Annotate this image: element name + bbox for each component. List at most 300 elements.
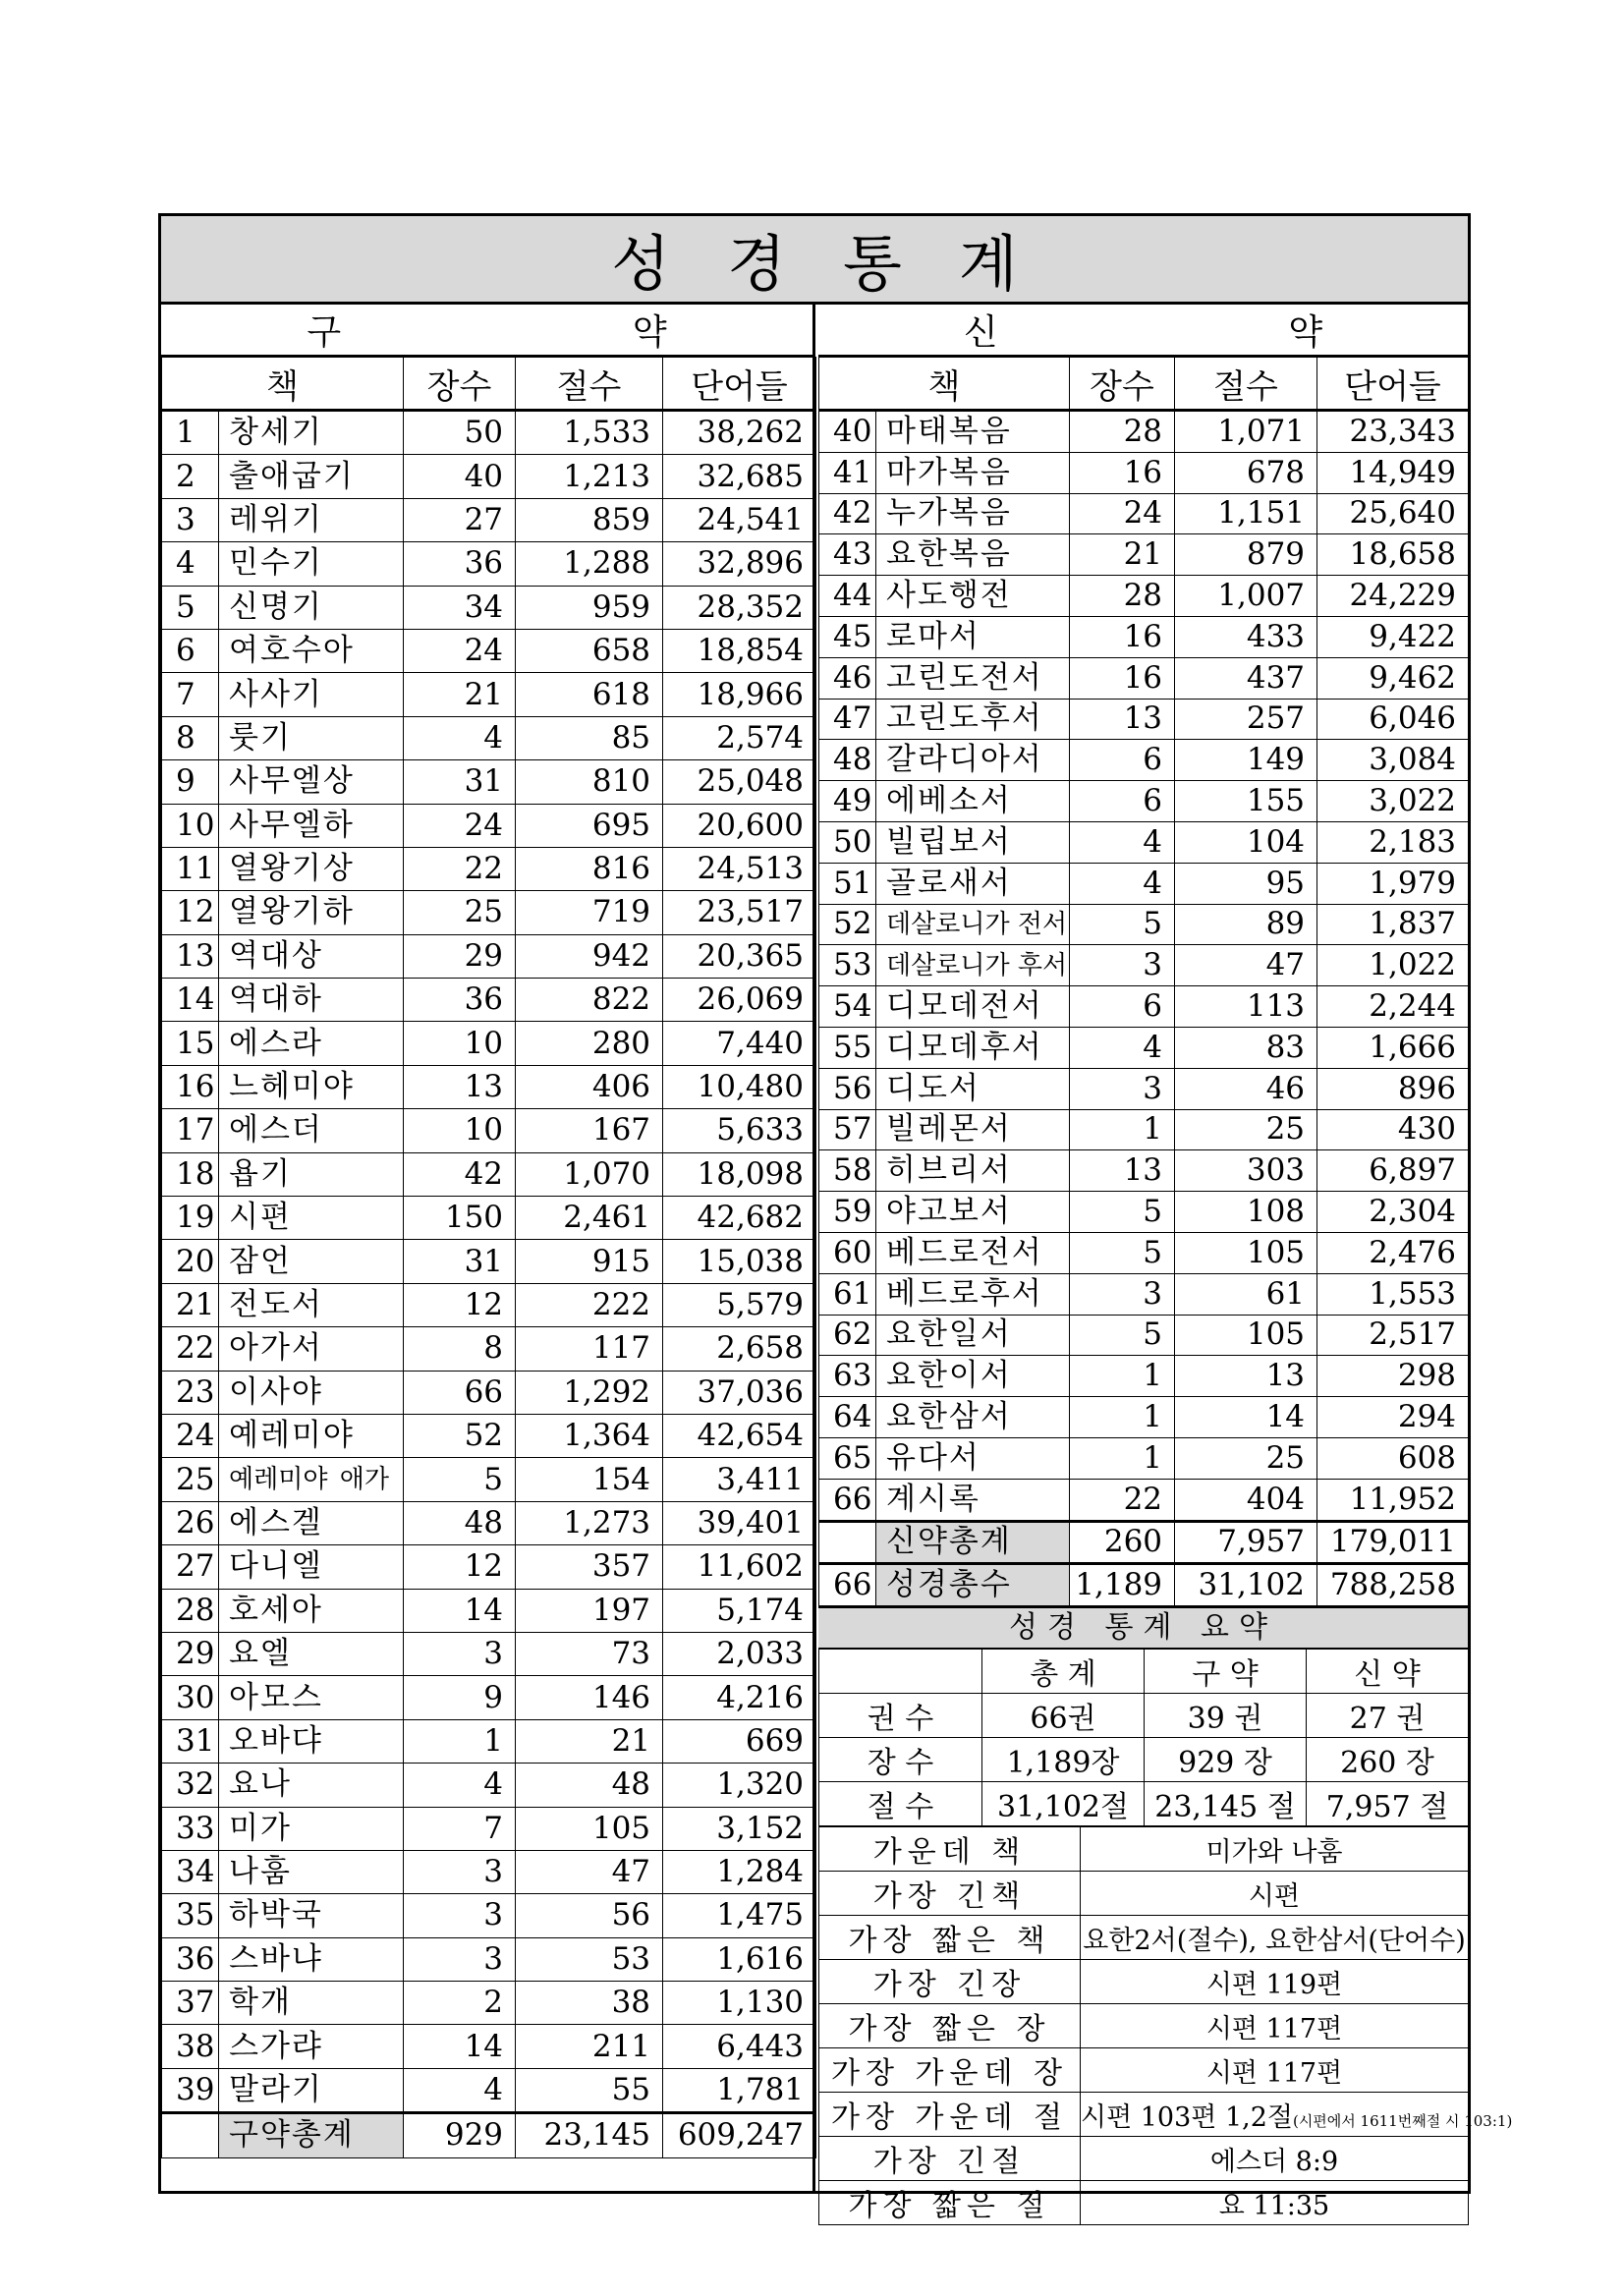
book-verses: 1,288 (516, 542, 663, 586)
summary-row (819, 1694, 1469, 1738)
book-number: 65 (819, 1437, 876, 1479)
book-number: 9 (162, 760, 219, 804)
book-words: 32,896 (663, 542, 816, 586)
total-chapters: 260 (1070, 1521, 1175, 1564)
book-verses: 146 (516, 1676, 663, 1719)
book-name: 데살로니가 전서 (876, 904, 1070, 945)
book-words: 2,517 (1317, 1315, 1469, 1356)
book-row (819, 904, 1469, 945)
book-verses: 83 (1175, 1027, 1317, 1068)
book-row (162, 804, 816, 847)
book-name: 학개 (219, 1982, 404, 2025)
book-chapters: 3 (1070, 1068, 1175, 1109)
book-number: 35 (162, 1894, 219, 1937)
col-header-chapters: 장수 (404, 358, 516, 411)
book-name: 에베소서 (876, 781, 1070, 822)
book-verses: 303 (1175, 1150, 1317, 1192)
book-words: 6,443 (663, 2025, 816, 2068)
book-words: 18,854 (663, 629, 816, 672)
total-verses: 7,957 (1175, 1521, 1317, 1564)
book-chapters: 31 (404, 1240, 516, 1283)
book-words: 2,183 (1317, 821, 1469, 863)
book-name: 호세아 (219, 1589, 404, 1632)
book-verses: 47 (1175, 945, 1317, 986)
book-name: 디도서 (876, 1068, 1070, 1109)
book-words: 1,979 (1317, 863, 1469, 904)
book-chapters: 1 (1070, 1356, 1175, 1397)
book-verses: 2,461 (516, 1197, 663, 1240)
book-words: 18,966 (663, 673, 816, 716)
book-number: 31 (162, 1719, 219, 1763)
book-number: 14 (162, 979, 219, 1022)
book-verses: 357 (516, 1545, 663, 1589)
book-words: 32,685 (663, 455, 816, 498)
book-number: 20 (162, 1240, 219, 1283)
book-row (162, 934, 816, 978)
book-chapters: 4 (404, 716, 516, 759)
book-verses: 55 (516, 2068, 663, 2112)
book-verses: 154 (516, 1458, 663, 1501)
book-verses: 1,007 (1175, 576, 1317, 617)
book-number: 32 (162, 1764, 219, 1807)
book-row (162, 1589, 816, 1632)
book-row (162, 455, 816, 498)
book-verses: 105 (1175, 1232, 1317, 1273)
book-verses: 942 (516, 934, 663, 978)
book-words: 2,476 (1317, 1232, 1469, 1273)
summary-new-value: 260 장 (1307, 1738, 1469, 1782)
book-words: 2,244 (1317, 986, 1469, 1028)
summary-total-value: 66권 (982, 1694, 1145, 1738)
book-verses: 816 (516, 847, 663, 890)
book-words: 28,352 (663, 586, 816, 629)
book-row (162, 1764, 816, 1807)
book-row (162, 1894, 816, 1937)
book-chapters: 24 (1070, 493, 1175, 534)
book-chapters: 4 (1070, 821, 1175, 863)
book-words: 26,069 (663, 979, 816, 1022)
book-row (819, 740, 1469, 781)
book-name: 시편 (219, 1197, 404, 1240)
book-words: 20,365 (663, 934, 816, 978)
book-verses: 658 (516, 629, 663, 672)
book-name: 나훔 (219, 1850, 404, 1893)
book-row (162, 1937, 816, 1981)
book-row (162, 1240, 816, 1283)
old-testament-section (161, 305, 815, 2191)
book-name: 레위기 (219, 498, 404, 541)
book-number: 15 (162, 1022, 219, 1065)
summary-old-value: 39 권 (1145, 1694, 1307, 1738)
book-number: 63 (819, 1356, 876, 1397)
book-words: 896 (1317, 1068, 1469, 1109)
book-row (162, 498, 816, 541)
summary-total-value: 31,102절 (982, 1782, 1145, 1826)
book-words: 5,579 (663, 1283, 816, 1326)
book-row (819, 1437, 1469, 1479)
fact-label: 가장 긴장 (819, 1960, 1081, 2004)
book-number: 6 (162, 629, 219, 672)
book-name: 요한복음 (876, 534, 1070, 576)
book-words: 1,837 (1317, 904, 1469, 945)
book-words: 5,174 (663, 1589, 816, 1632)
book-number: 56 (819, 1068, 876, 1109)
book-row (162, 1632, 816, 1675)
col-header-chapters: 장수 (1070, 358, 1175, 411)
book-row (162, 1197, 816, 1240)
book-name: 룻기 (219, 716, 404, 759)
book-row (162, 847, 816, 890)
book-chapters: 14 (404, 2025, 516, 2068)
bible-grand-total-row (819, 1564, 1469, 1606)
book-words: 25,048 (663, 760, 816, 804)
summary-header-row (819, 1650, 1469, 1694)
fact-row (819, 2181, 1469, 2225)
fact-value (1081, 1916, 1469, 1960)
book-verses: 1,533 (516, 411, 663, 455)
book-words: 23,343 (1317, 411, 1469, 453)
book-words: 1,475 (663, 1894, 816, 1937)
book-row (819, 1150, 1469, 1192)
book-words: 39,401 (663, 1501, 816, 1544)
book-chapters: 9 (404, 1676, 516, 1719)
book-number: 51 (819, 863, 876, 904)
book-number: 64 (819, 1397, 876, 1438)
book-verses: 222 (516, 1283, 663, 1326)
book-row (162, 586, 816, 629)
new-testament-header (818, 305, 1468, 357)
book-verses: 197 (516, 1589, 663, 1632)
book-words: 11,952 (1317, 1479, 1469, 1521)
book-chapters: 12 (404, 1545, 516, 1589)
book-verses: 25 (1175, 1437, 1317, 1479)
book-name: 사도행전 (876, 576, 1070, 617)
book-words: 24,229 (1317, 576, 1469, 617)
book-name: 요한삼서 (876, 1397, 1070, 1438)
new-testament-header-char-1: 신 (963, 312, 998, 353)
book-verses: 48 (516, 1764, 663, 1807)
summary-col-old: 구 약 (1145, 1650, 1307, 1694)
book-number: 33 (162, 1807, 219, 1850)
book-chapters: 29 (404, 934, 516, 978)
book-name: 에스더 (219, 1109, 404, 1152)
book-name: 욥기 (219, 1152, 404, 1196)
book-words: 24,513 (663, 847, 816, 890)
book-row (162, 2068, 816, 2112)
book-words: 2,033 (663, 1632, 816, 1675)
book-number: 54 (819, 986, 876, 1028)
book-number: 39 (162, 2068, 219, 2112)
book-chapters: 66 (404, 1371, 516, 1414)
book-name: 빌레몬서 (876, 1109, 1070, 1150)
book-chapters: 48 (404, 1501, 516, 1544)
book-verses: 61 (1175, 1273, 1317, 1315)
book-chapters: 24 (404, 804, 516, 847)
book-chapters: 3 (404, 1937, 516, 1981)
grand-total-index: 66 (819, 1564, 876, 1606)
book-chapters: 4 (404, 1764, 516, 1807)
book-words: 7,440 (663, 1022, 816, 1065)
book-row (162, 1807, 816, 1850)
book-number: 13 (162, 934, 219, 978)
book-name: 요한이서 (876, 1356, 1070, 1397)
fact-value-text: 요한2서(절수), 요한삼서(단어수) (1083, 1925, 1466, 1956)
book-number: 46 (819, 657, 876, 699)
book-row (819, 1273, 1469, 1315)
total-words: 609,247 (663, 2113, 816, 2157)
page-title: 성경통계 (161, 216, 1468, 305)
fact-value-text: 시편 103편 1,2절 (1081, 2101, 1293, 2133)
book-words: 3,411 (663, 1458, 816, 1501)
book-row (819, 1356, 1469, 1397)
book-words: 1,284 (663, 1850, 816, 1893)
book-number: 19 (162, 1197, 219, 1240)
book-verses: 53 (516, 1937, 663, 1981)
book-row (162, 1676, 816, 1719)
book-row (162, 891, 816, 934)
book-number: 62 (819, 1315, 876, 1356)
book-words: 9,462 (1317, 657, 1469, 699)
summary-new-value: 7,957 절 (1307, 1782, 1469, 1826)
book-chapters: 1 (1070, 1109, 1175, 1150)
book-number: 53 (819, 945, 876, 986)
fact-row (819, 2048, 1469, 2093)
book-row (162, 1327, 816, 1371)
book-chapters: 150 (404, 1197, 516, 1240)
book-name: 사사기 (219, 673, 404, 716)
book-row (162, 1065, 816, 1108)
col-header-book: 책 (819, 358, 1070, 411)
book-number: 1 (162, 411, 219, 455)
book-name: 이사야 (219, 1371, 404, 1414)
book-verses: 104 (1175, 821, 1317, 863)
book-verses: 959 (516, 586, 663, 629)
fact-label: 가장 짧은 장 (819, 2004, 1081, 2048)
book-number: 50 (819, 821, 876, 863)
book-row (162, 1283, 816, 1326)
book-row (162, 979, 816, 1022)
summary-row (819, 1782, 1469, 1826)
book-verses: 14 (1175, 1397, 1317, 1438)
book-name: 민수기 (219, 542, 404, 586)
book-chapters: 5 (1070, 904, 1175, 945)
book-words: 1,781 (663, 2068, 816, 2112)
book-row (819, 1315, 1469, 1356)
fact-value-text: 시편 (1248, 1880, 1301, 1912)
book-name: 역대상 (219, 934, 404, 978)
book-verses: 46 (1175, 1068, 1317, 1109)
book-number: 38 (162, 2025, 219, 2068)
book-number: 8 (162, 716, 219, 759)
grand-total-label: 성경총수 (876, 1564, 1070, 1606)
old-testament-header-char-2: 약 (632, 312, 667, 353)
book-chapters: 6 (1070, 740, 1175, 781)
book-number: 26 (162, 1501, 219, 1544)
book-chapters: 7 (404, 1807, 516, 1850)
book-row (162, 1458, 816, 1501)
book-verses: 25 (1175, 1109, 1317, 1150)
book-chapters: 36 (404, 979, 516, 1022)
book-verses: 618 (516, 673, 663, 716)
book-number: 7 (162, 673, 219, 716)
book-words: 3,022 (1317, 781, 1469, 822)
book-row (819, 699, 1469, 740)
book-verses: 105 (516, 1807, 663, 1850)
book-words: 2,574 (663, 716, 816, 759)
book-row (162, 716, 816, 759)
fact-value-text: 시편 117편 (1205, 2013, 1343, 2044)
book-chapters: 16 (1070, 452, 1175, 493)
book-name: 신명기 (219, 586, 404, 629)
book-name: 오바댜 (219, 1719, 404, 1763)
book-verses: 678 (1175, 452, 1317, 493)
book-verses: 113 (1175, 986, 1317, 1028)
book-number: 23 (162, 1371, 219, 1414)
book-number: 21 (162, 1283, 219, 1326)
total-label: 구약총계 (219, 2113, 404, 2157)
book-name: 요엘 (219, 1632, 404, 1675)
book-chapters: 21 (404, 673, 516, 716)
book-row (819, 657, 1469, 699)
book-name: 다니엘 (219, 1545, 404, 1589)
fact-value-text: 요 11:35 (1218, 2190, 1330, 2221)
new-testament-table (818, 357, 1469, 1606)
book-chapters: 34 (404, 586, 516, 629)
book-verses: 406 (516, 1065, 663, 1108)
book-number: 48 (819, 740, 876, 781)
book-name: 요한일서 (876, 1315, 1070, 1356)
book-name: 빌립보서 (876, 821, 1070, 863)
book-name: 예레미야 (219, 1414, 404, 1457)
book-number: 49 (819, 781, 876, 822)
book-chapters: 28 (1070, 411, 1175, 453)
book-row (162, 1109, 816, 1152)
book-row (819, 576, 1469, 617)
summary-corner-cell (819, 1650, 982, 1694)
book-words: 1,553 (1317, 1273, 1469, 1315)
book-name: 스가랴 (219, 2025, 404, 2068)
book-number: 24 (162, 1414, 219, 1457)
book-name: 열왕기상 (219, 847, 404, 890)
fact-value (1081, 1960, 1469, 2004)
book-words: 1,320 (663, 1764, 816, 1807)
book-row (819, 1479, 1469, 1521)
facts-table (818, 1826, 1513, 2225)
book-number: 17 (162, 1109, 219, 1152)
book-words: 6,897 (1317, 1150, 1469, 1192)
total-label: 신약총계 (876, 1521, 1070, 1564)
book-row (819, 1068, 1469, 1109)
book-name: 데살로니가 후서 (876, 945, 1070, 986)
book-words: 20,600 (663, 804, 816, 847)
book-words: 3,152 (663, 1807, 816, 1850)
book-words: 18,658 (1317, 534, 1469, 576)
book-name: 열왕기하 (219, 891, 404, 934)
book-name: 아가서 (219, 1327, 404, 1371)
book-verses: 280 (516, 1022, 663, 1065)
book-words: 42,654 (663, 1414, 816, 1457)
book-chapters: 3 (404, 1894, 516, 1937)
book-chapters: 52 (404, 1414, 516, 1457)
book-name: 아모스 (219, 1676, 404, 1719)
book-chapters: 5 (1070, 1232, 1175, 1273)
book-name: 히브리서 (876, 1150, 1070, 1192)
book-verses: 1,292 (516, 1371, 663, 1414)
book-row (162, 1414, 816, 1457)
book-verses: 1,070 (516, 1152, 663, 1196)
book-words: 24,541 (663, 498, 816, 541)
book-words: 294 (1317, 1397, 1469, 1438)
fact-row (819, 1960, 1469, 2004)
book-words: 1,666 (1317, 1027, 1469, 1068)
summary-col-new: 신 약 (1307, 1650, 1469, 1694)
book-name: 갈라디아서 (876, 740, 1070, 781)
book-verses: 167 (516, 1109, 663, 1152)
summary-table (818, 1649, 1469, 1826)
book-verses: 105 (1175, 1315, 1317, 1356)
book-verses: 73 (516, 1632, 663, 1675)
book-number: 36 (162, 1937, 219, 1981)
book-number: 44 (819, 576, 876, 617)
total-verses: 23,145 (516, 2113, 663, 2157)
book-verses: 1,273 (516, 1501, 663, 1544)
book-chapters: 40 (404, 455, 516, 498)
fact-label: 가장 긴절 (819, 2137, 1081, 2181)
book-name: 마태복음 (876, 411, 1070, 453)
book-verses: 1,213 (516, 455, 663, 498)
fact-value (1081, 2137, 1469, 2181)
book-number: 10 (162, 804, 219, 847)
book-chapters: 24 (404, 629, 516, 672)
book-row (819, 534, 1469, 576)
book-verses: 211 (516, 2025, 663, 2068)
new-testament-header-char-2: 약 (1288, 312, 1323, 353)
book-number: 45 (819, 616, 876, 657)
book-name: 여호수아 (219, 629, 404, 672)
old-testament-total-row (162, 2113, 816, 2157)
book-chapters: 16 (1070, 657, 1175, 699)
book-row (162, 1022, 816, 1065)
book-row (162, 1152, 816, 1196)
book-name: 야고보서 (876, 1192, 1070, 1233)
book-row (162, 1719, 816, 1763)
book-name: 요나 (219, 1764, 404, 1807)
book-chapters: 4 (1070, 863, 1175, 904)
summary-title: 성경 통계 요약 (818, 1606, 1468, 1649)
book-row (162, 629, 816, 672)
fact-row (819, 2093, 1469, 2137)
book-words: 430 (1317, 1109, 1469, 1150)
book-row (819, 945, 1469, 986)
book-name: 사무엘하 (219, 804, 404, 847)
book-verses: 38 (516, 1982, 663, 2025)
summary-new-value: 27 권 (1307, 1694, 1469, 1738)
book-verses: 155 (1175, 781, 1317, 822)
book-name: 사무엘상 (219, 760, 404, 804)
book-name: 베드로후서 (876, 1273, 1070, 1315)
book-name: 전도서 (219, 1283, 404, 1326)
new-testament-section (818, 305, 1513, 2224)
col-header-words: 단어들 (1317, 358, 1469, 411)
book-verses: 719 (516, 891, 663, 934)
fact-value (1081, 2004, 1469, 2048)
book-name: 출애굽기 (219, 455, 404, 498)
new-testament-total-row (819, 1521, 1469, 1564)
book-words: 11,602 (663, 1545, 816, 1589)
book-number: 34 (162, 1850, 219, 1893)
fact-value-text: 미가와 나훔 (1205, 1836, 1343, 1868)
book-name: 스바냐 (219, 1937, 404, 1981)
